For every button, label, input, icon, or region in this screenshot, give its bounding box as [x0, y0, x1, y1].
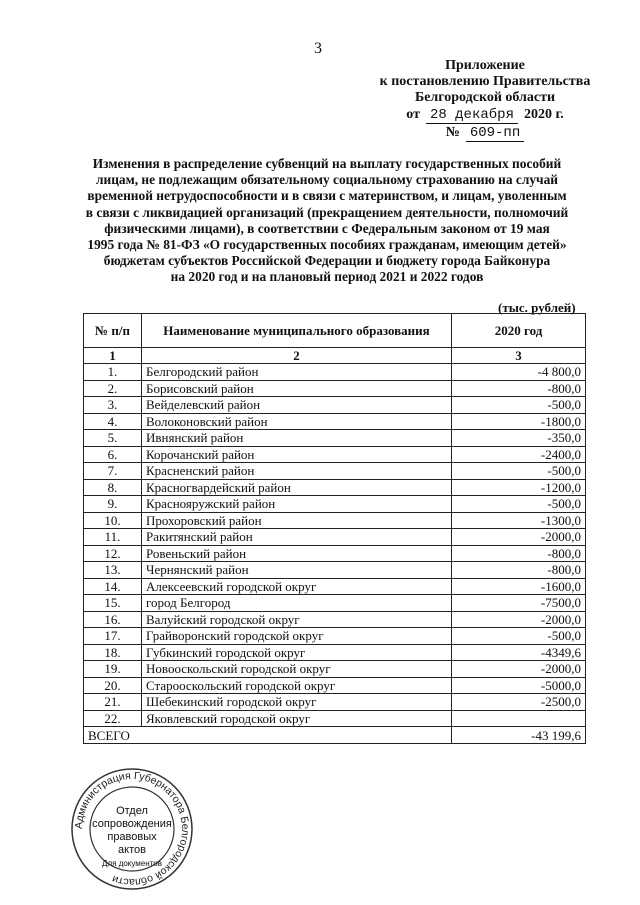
- title-line: в связи с ликвидацией организаций (прекращением деятельности, полномочий: [85, 204, 569, 220]
- table-row: [84, 562, 586, 579]
- row-value: -2000,0: [452, 611, 586, 628]
- subsidy-table: [83, 313, 586, 744]
- title-line: бюджетам субъектов Российской Федерации и бюджету города Байконура: [103, 253, 551, 269]
- row-value: -2000,0: [452, 529, 586, 546]
- table-row: [84, 677, 586, 694]
- table-row: [84, 364, 586, 381]
- row-value: -350,0: [452, 430, 586, 447]
- row-number: 21.: [84, 694, 142, 711]
- row-value: -5000,0: [452, 677, 586, 694]
- row-municipality: Ровеньский район: [142, 545, 452, 562]
- row-number: 10.: [84, 512, 142, 529]
- row-number: 17.: [84, 628, 142, 645]
- row-municipality: Прохоровский район: [142, 512, 452, 529]
- row-value: -7500,0: [452, 595, 586, 612]
- stamp-line-4: актов: [118, 844, 146, 856]
- row-municipality: Корочанский район: [142, 446, 452, 463]
- date-year: 2020 г.: [523, 107, 564, 122]
- total-value: -43 199,6: [452, 727, 586, 744]
- date-prefix: от: [406, 107, 420, 122]
- table-row: [84, 628, 586, 645]
- row-number: 18.: [84, 644, 142, 661]
- date-handwritten: 28 декабря: [426, 107, 518, 124]
- page-number: 3: [314, 40, 322, 57]
- row-number: 5.: [84, 430, 142, 447]
- row-number: 2.: [84, 380, 142, 397]
- row-value: -800,0: [452, 545, 586, 562]
- header-number-line: [370, 125, 600, 142]
- table-row: [84, 661, 586, 678]
- header-line-region: Белгородской области: [414, 90, 556, 105]
- table-row: [84, 529, 586, 546]
- table-row: [84, 578, 586, 595]
- row-municipality: Борисовский район: [142, 380, 452, 397]
- row-number: 13.: [84, 562, 142, 579]
- row-municipality: Шебекинский городской округ: [142, 694, 452, 711]
- total-label: ВСЕГО: [84, 727, 452, 744]
- row-municipality: Краснояружский район: [142, 496, 452, 513]
- table-row: [84, 430, 586, 447]
- row-municipality: Ивнянский район: [142, 430, 452, 447]
- row-value: -500,0: [452, 496, 586, 513]
- row-value: [452, 710, 586, 727]
- table-total-row: [84, 727, 586, 744]
- row-number: 12.: [84, 545, 142, 562]
- row-number: 19.: [84, 661, 142, 678]
- table-row: [84, 512, 586, 529]
- row-number: 3.: [84, 397, 142, 414]
- row-number: 15.: [84, 595, 142, 612]
- row-number: 11.: [84, 529, 142, 546]
- row-value: -4 800,0: [452, 364, 586, 381]
- row-value: -500,0: [452, 397, 586, 414]
- row-value: -2500,0: [452, 694, 586, 711]
- table-row: [84, 496, 586, 513]
- table-index-row: [84, 348, 586, 364]
- table-row: [84, 545, 586, 562]
- units-label: (тыс. рублей): [498, 300, 576, 315]
- stamp-line-1: Отдел: [116, 805, 148, 817]
- table-row: [84, 694, 586, 711]
- header-line-appendix: Приложение: [445, 58, 525, 73]
- row-value: -2400,0: [452, 446, 586, 463]
- stamp-line-5: Для документов: [102, 859, 162, 868]
- stamp-center-text: [70, 805, 194, 870]
- index-col-2: 2: [142, 348, 452, 364]
- table-row: [84, 644, 586, 661]
- row-municipality: Чернянский район: [142, 562, 452, 579]
- row-value: -1300,0: [452, 512, 586, 529]
- row-municipality: Старооскольский городской округ: [142, 677, 452, 694]
- row-number: 7.: [84, 463, 142, 480]
- row-number: 4.: [84, 413, 142, 430]
- table-row: [84, 463, 586, 480]
- row-value: -800,0: [452, 562, 586, 579]
- title-line: лицам, не подлежащим обязательному социальному страхованию на случай: [95, 172, 559, 188]
- row-number: 16.: [84, 611, 142, 628]
- title-line: Изменения в распределение субвенций на выплату государственных пособий: [92, 156, 562, 171]
- row-value: -4349,6: [452, 644, 586, 661]
- table-header-row: [84, 314, 586, 348]
- official-stamp: [70, 767, 194, 891]
- title-line: на 2020 год и на плановый период 2021 и 2022 годов: [170, 269, 484, 285]
- row-municipality: Вейделевский район: [142, 397, 452, 414]
- title-line: 1995 года № 81-ФЗ «О государственных пособиях гражданам, имеющим детей»: [87, 237, 567, 253]
- row-number: 22.: [84, 710, 142, 727]
- row-number: 9.: [84, 496, 142, 513]
- table-row: [84, 446, 586, 463]
- row-municipality: Алексеевский городской округ: [142, 578, 452, 595]
- row-value: -500,0: [452, 463, 586, 480]
- stamp-ring-text: Администрация Губернатора Белгородской области: [72, 769, 192, 889]
- title-line: физическими лицами), в соответствии с Федеральным законом от 19 мая: [104, 220, 550, 236]
- title-line: временной нетрудоспособности и в связи с материнством, и лицам, уволенным: [87, 188, 567, 204]
- table-row: [84, 380, 586, 397]
- row-municipality: Грайворонский городской округ: [142, 628, 452, 645]
- table-row: [84, 479, 586, 496]
- number-handwritten: 609-пп: [466, 125, 524, 142]
- row-value: -800,0: [452, 380, 586, 397]
- row-municipality: Волоконовский район: [142, 413, 452, 430]
- row-number: 14.: [84, 578, 142, 595]
- row-number: 6.: [84, 446, 142, 463]
- row-municipality: Ракитянский район: [142, 529, 452, 546]
- document-title: [80, 156, 574, 286]
- number-prefix: №: [445, 125, 460, 140]
- row-municipality: Яковлевский городской округ: [142, 710, 452, 727]
- row-value: -2000,0: [452, 661, 586, 678]
- table-row: [84, 595, 586, 612]
- index-col-1: 1: [84, 348, 142, 364]
- row-value: -500,0: [452, 628, 586, 645]
- header-year: 2020 год: [452, 314, 586, 348]
- row-value: -1800,0: [452, 413, 586, 430]
- row-number: 1.: [84, 364, 142, 381]
- stamp-line-3: правовых: [107, 831, 157, 843]
- row-municipality: Красногвардейский район: [142, 479, 452, 496]
- table-row: [84, 710, 586, 727]
- row-number: 8.: [84, 479, 142, 496]
- row-municipality: Новооскольский городской округ: [142, 661, 452, 678]
- index-col-3: 3: [452, 348, 586, 364]
- header-date-line: [370, 107, 600, 124]
- table-row: [84, 397, 586, 414]
- table-row: [84, 611, 586, 628]
- row-municipality: Валуйский городской округ: [142, 611, 452, 628]
- header-municipality: Наименование муниципального образования: [142, 314, 452, 348]
- row-municipality: Белгородский район: [142, 364, 452, 381]
- row-municipality: Губкинский городской округ: [142, 644, 452, 661]
- row-number: 20.: [84, 677, 142, 694]
- stamp-line-2: сопровождения: [92, 818, 172, 830]
- table-row: [84, 413, 586, 430]
- row-municipality: Красненский район: [142, 463, 452, 480]
- row-value: -1200,0: [452, 479, 586, 496]
- row-value: -1600,0: [452, 578, 586, 595]
- document-header: [370, 58, 600, 142]
- header-number: № п/п: [84, 314, 142, 348]
- header-line-resolution: к постановлению Правительства: [379, 74, 591, 89]
- row-municipality: город Белгород: [142, 595, 452, 612]
